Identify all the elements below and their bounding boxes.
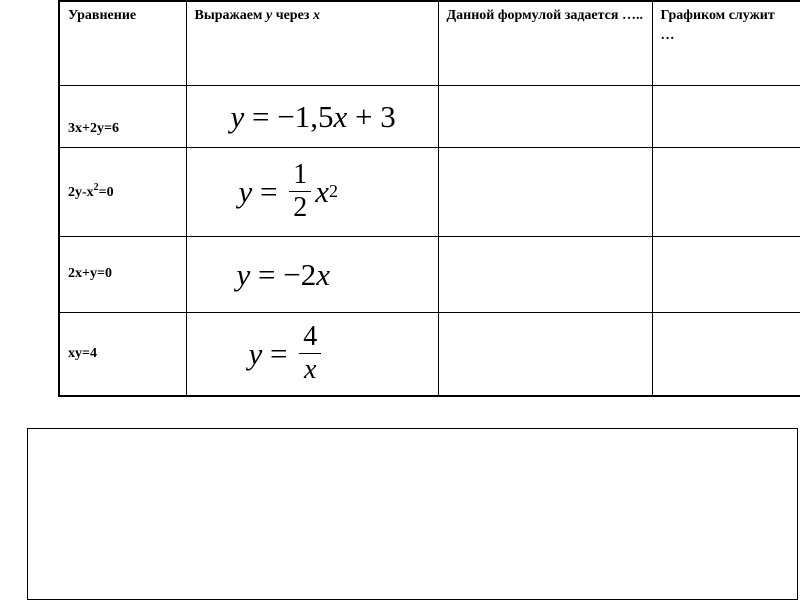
header-formula-defines-label: Данной формулой задается …..	[446, 8, 643, 23]
graph-cell[interactable]	[652, 312, 800, 396]
header-formula-defines	[438, 1, 652, 85]
equation-part-b: =0	[98, 185, 114, 200]
header-express-prefix: Выражаем	[194, 8, 266, 23]
formula-lhs: y	[236, 256, 251, 292]
defines-cell[interactable]	[438, 85, 652, 147]
defines-cell[interactable]	[438, 236, 652, 312]
header-graph-is	[652, 1, 800, 85]
fraction-denominator: x	[304, 354, 317, 386]
header-express-mid: через	[272, 8, 313, 23]
equation-cell	[59, 312, 186, 396]
equation-text: 2x+y=0	[68, 266, 112, 281]
formula-cell	[186, 236, 438, 312]
formula-expression	[230, 98, 396, 134]
formula-expression	[239, 159, 339, 224]
equation-text	[68, 182, 114, 200]
formula-coefficient: −2	[283, 256, 317, 292]
equation-cell	[59, 85, 186, 147]
formula-expression	[236, 256, 331, 292]
header-express-y: y	[265, 8, 273, 23]
equation-part-a: 2y-x	[68, 185, 94, 200]
table-header-row	[59, 1, 800, 85]
formula-equals: =	[252, 174, 286, 209]
graph-cell[interactable]	[652, 85, 800, 147]
table-row	[59, 236, 800, 312]
defines-cell[interactable]	[438, 312, 652, 396]
fraction-numerator: 1	[293, 159, 308, 190]
header-express	[186, 1, 438, 85]
equation-text: 3x+2y=6	[68, 120, 119, 136]
fraction-numerator: 4	[303, 321, 318, 353]
table-row	[59, 147, 800, 236]
formula-equals: =	[262, 336, 296, 372]
formula-fraction	[289, 159, 311, 224]
table-row	[59, 85, 800, 147]
fraction-denominator: 2	[293, 192, 308, 223]
formula-cell	[186, 85, 438, 147]
graph-cell[interactable]	[652, 147, 800, 236]
formula-constant: + 3	[347, 98, 396, 134]
formula-lhs: y	[230, 98, 245, 134]
formula-lhs: y	[248, 336, 263, 372]
formula-equals: =	[244, 98, 278, 134]
formula-variable: x	[316, 256, 330, 292]
formula-cell	[186, 147, 438, 236]
equation-cell	[59, 147, 186, 236]
equation-exponent: 2	[93, 182, 99, 193]
defines-cell[interactable]	[438, 147, 652, 236]
formula-lhs: y	[238, 174, 253, 209]
formula-cell	[186, 312, 438, 396]
equation-text: xy=4	[68, 345, 97, 361]
header-equation-label: Уравнение	[68, 8, 137, 23]
header-equation	[59, 1, 186, 85]
table-row	[59, 312, 800, 396]
formula-fraction	[299, 321, 321, 386]
formula-variable: x	[333, 98, 348, 134]
formula-exponent: 2	[329, 181, 339, 201]
formula-equals: =	[250, 256, 284, 292]
formula-expression	[249, 321, 326, 386]
answer-box[interactable]	[27, 428, 798, 600]
header-graph-is-label: Графиком служит …	[660, 8, 775, 43]
equation-cell	[59, 236, 186, 312]
formula-variable: x	[315, 174, 330, 209]
header-express-x: x	[312, 8, 320, 23]
graph-cell[interactable]	[652, 236, 800, 312]
equations-table	[58, 0, 800, 397]
formula-coefficient: −1,5	[277, 98, 334, 134]
